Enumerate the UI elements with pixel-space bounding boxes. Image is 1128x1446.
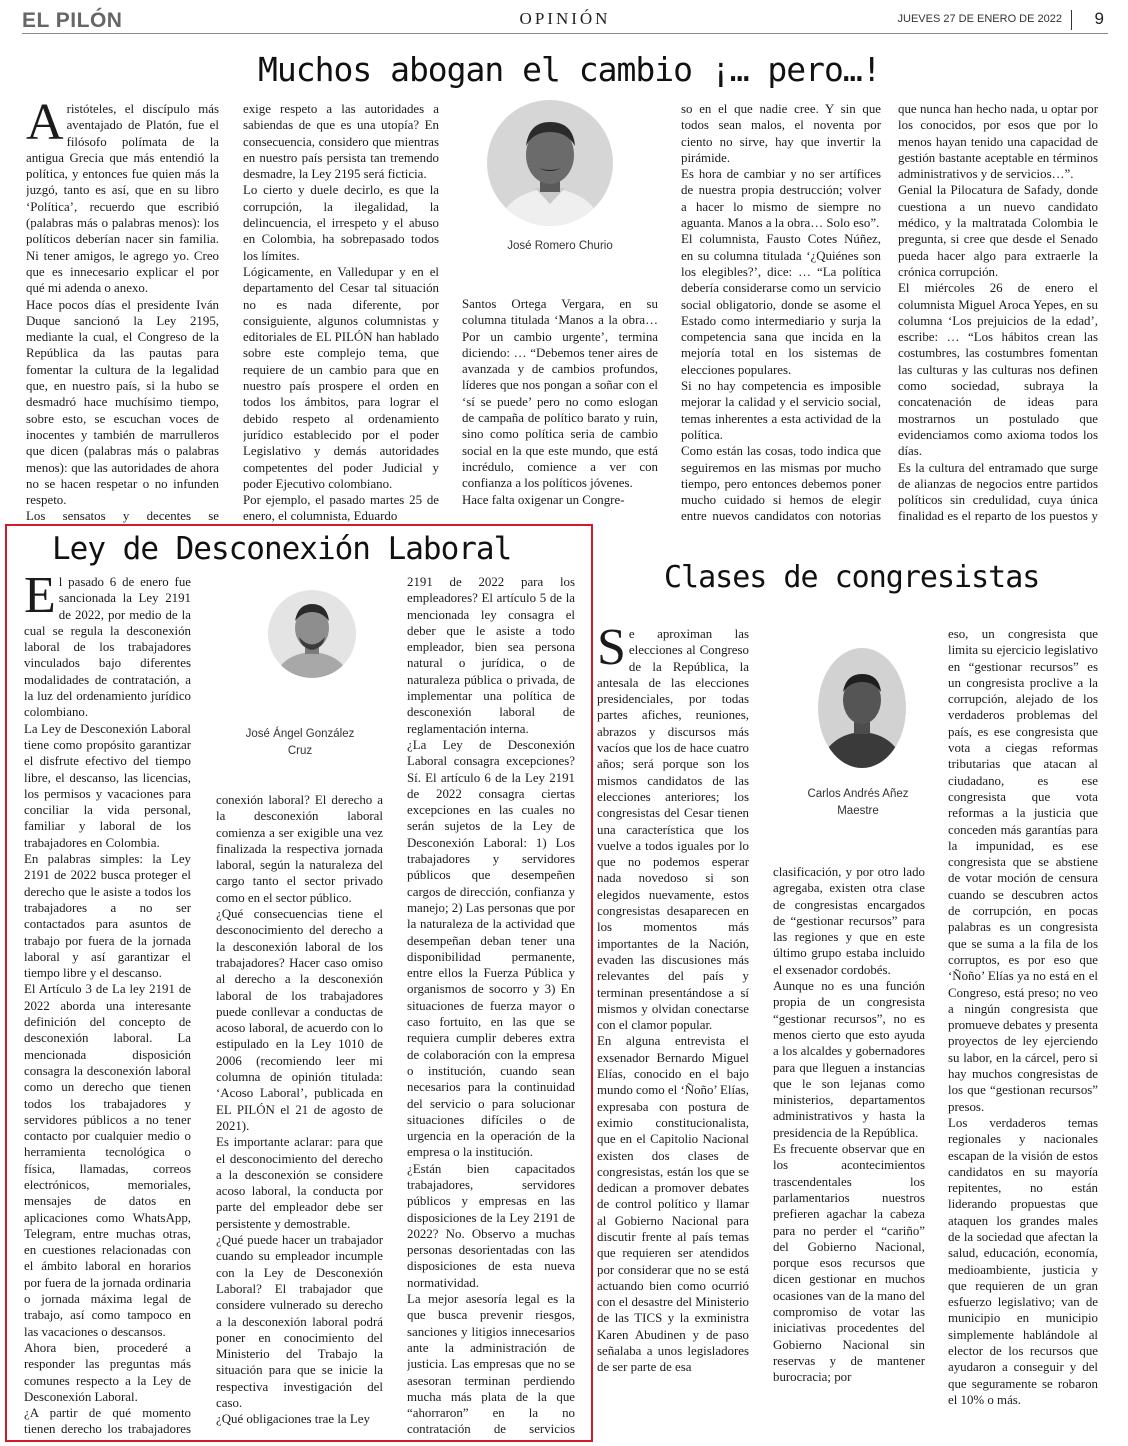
- article-column: [948, 626, 1098, 1436]
- paragraph: l pasado 6 de enero fue sancionada la Ley 2191 de 2022, por medio de la cual se regula la desconexión laboral de los trabajadores vinculados bajo diferentes modalidades de contratación, a la luz del ordenamiento jurídico colombiano.: [24, 575, 191, 720]
- paragraph: Genial la Pilocatura de Safady, donde cuestiona a un nuevo candidato médico, y la maltratada Colombia le pregunta, si cree que desde el Senado pueda hacer algo para extraerle la crónica corrupción.: [898, 183, 1098, 279]
- paragraph: El miércoles 26 de enero el columnista Miguel Aroca Yepes, en su columna ‘Los prejuicios de la edad’, escribe: … “Los hábitos crean las costumbres, las costumbres fomentan las culturas y las culturas nos definen como sociedad, subraya la concatenación de ideas para mostrarnos un postulado que evidenciamos como axioma todos los días.: [898, 281, 1098, 459]
- paragraph: ¿Qué puede hacer un trabajador cuando su empleador incumple con la Ley de Desconexión Laboral? El trabajador que considere vulnerado su derecho a la desconexión laboral podrá poner en conocimiento del Ministerio del Trabajo la situación para que se inicie la respectiva investigación del caso.: [216, 1233, 383, 1410]
- paragraph: Lógicamente, en Valledupar y en el departamento del Cesar tal situación no es nada diferente, por consiguiente, algunos columnistas y editoriales de EL PILÓN han hablado sobre este complejo tema, que requiere de un cambio para que en nuestro país prospere el orden en todos los ámbitos, para lograr el debido respeto al ordenamiento jurídico establecido por el poder Legislativo y demás autoridades competentes del poder Judicial y poder Ejecutivo colombiano.: [243, 264, 439, 491]
- article-column: [597, 626, 749, 1436]
- paragraph: Es la cultura del entramado que surge de alianzas de negocios entre partidos políticos sin credulidad, cuya única finalidad es el reparto de los puestos y: [898, 460, 1098, 523]
- author-byline: José Romero Churio: [507, 240, 613, 252]
- paragraph: Es importante aclarar: para que el desconocimiento del derecho a la desconexión se considere acoso laboral, la conducta por parte del empleador debe ser persistente y demostrable.: [216, 1135, 383, 1231]
- paragraph: Aunque no es una función propia de un congresista “gestionar recursos”, no es menos cierto que esto ayuda a los alcaldes y gobernadores para que lleguen a instancias que le son lejanas como ministerios, departamentos administrativos y hasta la presidencia de la República.: [773, 979, 925, 1140]
- paragraph: so en el que nadie cree. Y sin que todos sean malos, el noventa por ciento no sirve, hay que invertir la pirámide.: [681, 102, 881, 165]
- article-column: [243, 101, 439, 523]
- dropcap: S: [597, 626, 626, 676]
- article-column: [216, 792, 383, 1436]
- newspaper-logo[interactable]: EL PILÓN: [22, 9, 123, 32]
- article-column: [773, 864, 925, 1436]
- paragraph: Es hora de cambiar y no ser artífices de nuestra propia destrucción; volver a hacer lo mismo de siempre no aguanta. Manos a la obra… Solo eso”.: [681, 167, 881, 231]
- paragraph: ristóteles, el discípulo más aventajado de Platón, fue el filósofo polímata de la antigua Grecia que más entendió la política, y entonces fue quien más la juzgó, tanto es así, que en su libro ‘Política’, recuerdo que escribió (palabras más o palabras menos): los políticos deberían nacer sin familia. Ni tener amigos, le agrego yo. Creo que es innecesario explicar el por qué mi adenda o anexo.: [26, 102, 219, 296]
- article-headline: Clases de congresistas: [664, 560, 1040, 595]
- paragraph: ¿La Ley de Desconexión Laboral consagra excepciones? Sí. El artículo 6 de la Ley 2191 de 2022 consagra ciertas excepciones en las cuales no serán sujetos de la Ley de Desconexión Laboral: 1) Los trabajadores y servidores públicos que desempeñen cargos de dirección, confianza y manejo; 2) Las personas que por la naturaleza de la actividad que desempeñan deban tener una disponibilidad permanente, entre ellos la Fuerza Pública y organismos de socorro y 3) En situaciones de fuerza mayor o caso fortuito, en las que se requiera cumplir deberes extra de colaboración con la empresa o institución, cuando sean necesarios para la continuidad del servicio o para solucionar situaciones difíciles o de urgencia en la operación de la empresa o la institución.: [407, 737, 575, 1160]
- paragraph: Como están las cosas, todo indica que seguiremos en las mismas por mucho tiempo, pero entonces debemos poner mucho cuidado si hemos de elegir entre nuevos candidatos con notorias: [681, 444, 881, 523]
- article-column: [26, 101, 219, 523]
- page-number: 9: [1094, 9, 1104, 28]
- paragraph: exige respeto a las autoridades a sabiendas de que es una utopía? En consecuencia, considero que mientras en nuestro país persista tan tremendo desmadre, la Ley 2195 será ficticia.: [243, 102, 439, 182]
- paragraph: e aproximan las elecciones al Congreso de la República, la antesala de las elecciones presidenciales, por todas partes afiches, reuniones, abrazos y discursos más vacíos que los de hace cuatro años; será porque son los mismos candidatos de las elecciones anteriores; los congresistas del Cesar tienen una característica que los vuelve a todos iguales por lo que no podemos esperar nada novedoso si son elegidos nuevamente, estos congresistas desaparecen en los momentos más importantes de la Nación, evaden las discusiones más relevantes del país y terminan presentándose a sí mismos y olvidan conectarse con el clamor popular.: [597, 627, 749, 1033]
- paragraph: Si no hay competencia es imposible mejorar la calidad y el servicio social, temas inherentes a esta actividad de la política.: [681, 379, 881, 442]
- article-headline: Muchos abogan el cambio ¡… pero…!: [258, 50, 881, 89]
- author-byline: Carlos Andrés Añez Maestre: [807, 788, 909, 817]
- article-column: [24, 574, 191, 1436]
- paragraph: La Ley de Desconexión Laboral tiene como propósito garantizar el disfrute efectivo del tiempo libre, el descanso, las licencias, los permisos y vacaciones para conciliar la vida personal, familiar y laboral de los trabajadores en Colombia.: [24, 721, 191, 850]
- section-title: OPINIÓN: [519, 9, 611, 28]
- paragraph: El Artículo 3 de La ley 2191 de 2022 aborda una interesante definición del concepto de desconexión laboral. La mencionada disposición consagra la desconexión laboral como un derecho que tienen todos los trabajadores y servidores públicos a no tener contacto por cualquier medio o herramienta tecnológica o física, llamadas, correos electrónicos, memoriales, mensajes de datos en aplicaciones como WhatsApp, Telegram, entre muchas otras, en cuestiones relacionadas con el ámbito laboral en horarios por fuera de la jornada ordinaria o jornada máxima legal de trabajo, así como tampoco en las vacaciones o descansos.: [24, 982, 191, 1339]
- masthead: [22, 8, 1108, 34]
- paragraph: Los sensatos y decentes se: [26, 509, 219, 523]
- paragraph: conexión laboral? El derecho a la desconexión laboral comienza a ser exigible una vez finalizada la respectiva jornada laboral, según la naturaleza del cargo tanto el sector privado como en el sector público.: [216, 793, 383, 905]
- dropcap: E: [24, 574, 56, 624]
- paragraph: Los verdaderos temas regionales y nacionales escapan de la visión de estos candidatos en su mayoría repitentes, no están liderando propuestas que ataquen los grandes males de la sociedad que afectan la salud, educación, economía, medioambiente, justicia y que requieren de un gran esfuerzo legislativo; van de municipio en municipio simplemente hablándole al elector de los recursos que ayudaron a conseguir y del que seguramente se robaron el 10% o más.: [948, 1115, 1098, 1407]
- article-column: [898, 101, 1098, 523]
- paragraph: El columnista, Fausto Cotes Núñez, en su columna titulada ‘¿Quiénes son los elegibles?’, dice: … “La política debería considerarse como un servicio social obligatorio, donde se asome el Estado como intermediario y surja la competencia sana que incida en la mejoría total en los sistemas de elecciones populares.: [681, 232, 881, 377]
- paragraph: En alguna entrevista el exsenador Bernardo Miguel Elías, conocido en el bajo mundo como el ‘Ñoño’ Elías, expresaba con postura de eximio constitucionalista, que en el Capitolio Nacional existen dos clases de congresistas, están los que se dedican a promover debates de control político y llamar al Gobierno Nacional para discutir frente al país temas que requieren ser atendidos por considerar que no se está actuando bien como ocurrió con el desastre del Ministerio de las TICS y la exministra Karen Abudinen y de paso señalaba a unos legisladores de ser parte de esa: [597, 1034, 749, 1375]
- article-column: [681, 101, 881, 523]
- paragraph: ¿A partir de qué momento tienen derecho los trabajadores: [24, 1406, 191, 1436]
- article-column: [462, 296, 658, 523]
- paragraph: ¿Qué obligaciones trae la Ley: [216, 1412, 370, 1427]
- paragraph: Ahora bien, procederé a responder las preguntas más comunes respecto a la Ley de Desconexión Laboral.: [24, 1340, 191, 1404]
- paragraph: La mejor asesoría legal es la que busca prevenir riesgos, sanciones y litigios innecesarios ante la administración de justicia. Las empresas que no se asesoran terminan perdiendo mucha más plata de la que “ahorraron” en la no contratación de servicios: [407, 1292, 575, 1436]
- issue-date: JUEVES 27 DE ENERO DE 2022: [897, 13, 1062, 25]
- paragraph: Es frecuente observar que en los acontecimientos trascendentales los parlamentarios nuestros prefieren agachar la cabeza para no perder el “cariño” del Gobierno Nacional, porque esos recursos que dicen gestionar en muchos ocasiones van de la mano del compromiso de votar las iniciativas procedentes del Gobierno Nacional sin reservas y de mantener burocracia; por: [773, 1142, 925, 1385]
- paragraph: que nunca han hecho nada, u optar por los conocidos, por esos que por lo menos hayan tenido una capacidad de gestión bastante aceptable en términos administrativos y de servicios…”.: [898, 102, 1098, 182]
- author-byline: José Ángel González Cruz: [245, 728, 355, 757]
- author-photo: [487, 100, 613, 226]
- paragraph: Hace falta oxigenar un Congre-: [462, 492, 625, 507]
- paragraph: En palabras simples: la Ley 2191 de 2022 busca proteger el derecho que le asiste a todos los trabajadores a no ser contactados para asuntos de trabajo por fuera de la jornada laboral y así garantizar el tiempo libre y el descanso.: [24, 852, 191, 981]
- paragraph: clasificación, y por otro lado agregaba, existen otra clase de congresistas encargados de “gestionar recursos” para las regiones y que en este último grupo estaba incluido el exsenador cordobés.: [773, 865, 925, 977]
- author-photo: [818, 648, 906, 768]
- article-headline: Ley de Desconexión Laboral: [52, 531, 512, 567]
- paragraph: ¿Qué consecuencias tiene el desconocimiento del derecho a la desconexión laboral de los trabajadores? Hacer caso omiso al derecho a la desconexión laboral de los trabajadores puede conllevar a conductas de acoso laboral, de acuerdo con lo estipulado en la Ley 1010 de 2006 (recomiendo leer mi columna de opinión titulada: ‘Acoso Laboral’, publicada en EL PILÓN el 21 de agosto de 2021).: [216, 907, 383, 1133]
- paragraph: Por ejemplo, el pasado martes 25 de enero, el columnista, Eduardo: [243, 493, 439, 523]
- dropcap: A: [26, 101, 64, 151]
- paragraph: Lo cierto y duele decirlo, es que la corrupción, la ilegalidad, la delincuencia, el irrespeto y el abuso en Colombia, ha sobrepasado todos los límites.: [243, 183, 439, 263]
- article-column: [407, 574, 575, 1436]
- divider: [1071, 10, 1072, 30]
- author-photo: [268, 590, 356, 678]
- paragraph: Santos Ortega Vergara, en su columna titulada ‘Manos a la obra… Por un cambio urgente’, termina diciendo: … “Debemos tener aires de avanzada y de cambios profundos, líderes que nos pongan a soñar con el ‘sí se puede’ pero no como eslogan de campaña de político barato y ruin, sino como política seria de cambio social en la que este mundo, que está incrédulo, comience a ver con confianza a los políticos jóvenes.: [462, 297, 658, 491]
- paragraph: eso, un congresista que limita su ejercicio legislativo en “gestionar recursos” es un congresista proclive a la corrupción, alejado de los verdaderos problemas del país, es ese congresista que vota a ciegas reformas tributarias que atacan al ciudadano, es ese congresista que vota reformas a la justicia que conceden más garantías para la impunidad, es ese congresista que se abstiene de votar moción de censura cuando se descubren actos de corrupción, en pocas palabras es un congresista que se suma a la fila de los corruptos, es por eso que ‘Ñoño’ Elías ya no está en el Congreso, está preso; no veo a ningún congresista que promueve debates y presenta proyectos de ley ejerciendo su labor, en la cárcel, pero si hay muchos congresistas de los que “gestionan recursos” presos.: [948, 627, 1098, 1114]
- paragraph: ¿Están bien capacitados trabajadores, servidores públicos y empresas en las disposiciones de la Ley 2191 de 2022? No. Observo a muchas personas desorientadas con las disposiciones de esta nueva normatividad.: [407, 1161, 575, 1290]
- paragraph: Hace pocos días el presidente Iván Duque sancionó la Ley 2195, mediante la cual, el Congreso de la República da las pautas para fomentar la cultura de la legalidad que, en nuestro país, si la hubo se desmadró hace muchísimo tiempo, sobre esto, se escuchan voces de inocentes y también de marrulleros que dicen (palabras más o palabras menos): que las autoridades de ahora no se hacen respetar o no infunden respeto.: [26, 297, 219, 508]
- paragraph: 2191 de 2022 para los empleadores? El artículo 5 de la mencionada ley consagra el deber que le asiste a todo empleador, bien sea persona natural o jurídica, o de naturaleza pública o privada, de implementar una política de desconexión laboral de reglamentación interna.: [407, 575, 575, 736]
